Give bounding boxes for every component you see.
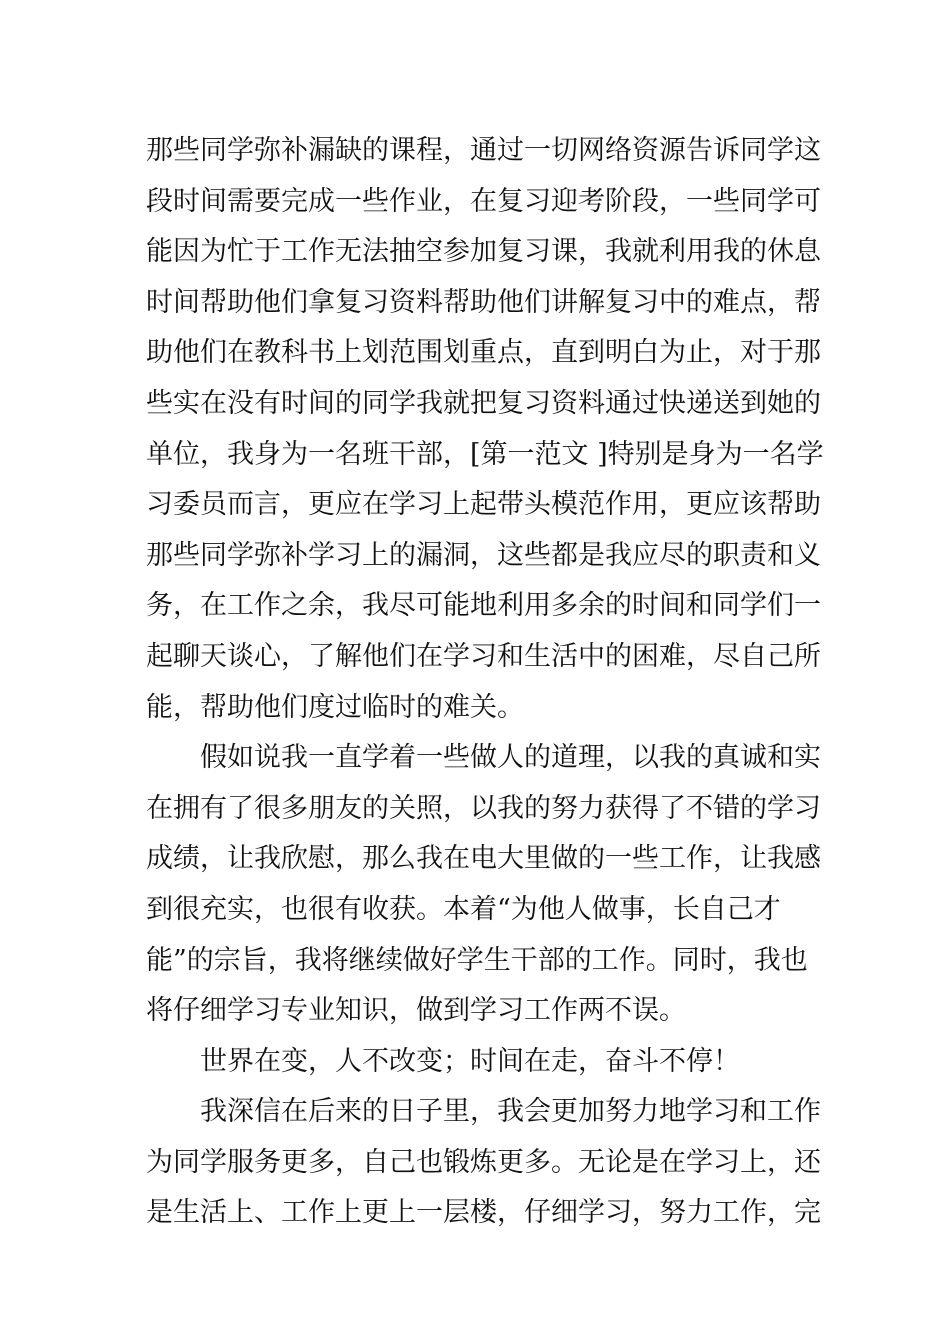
text-line: 些实在没有时间的同学我就把复习资料通过快递送到她的 — [146, 387, 821, 419]
text-line: 为同学服务更多，自己也锻炼更多。无论是在学习上，还 — [146, 1146, 821, 1178]
text-line: 那些同学弥补漏缺的课程，通过一切网络资源告诉同学这 — [146, 135, 821, 166]
text-line: 单位，我身为一名班干部，[第一范文 ]特别是身为一名学 — [146, 438, 824, 470]
text-line: 起聊天谈心，了解他们在学习和生活中的困难，尽自己所 — [146, 640, 821, 672]
text-line: 在拥有了很多朋友的关照，以我的努力获得了不错的学习 — [146, 792, 821, 824]
text-line: 将仔细学习专业知识，做到学习工作两不误。 — [146, 995, 686, 1027]
text-line: 能因为忙于工作无法抽空参加复习课，我就利用我的休息 — [146, 236, 821, 268]
text-line: 到很充实，也很有收获。本着“为他人做事，长自己才 — [146, 893, 781, 925]
text-line: 能”的宗旨，我将继续做好学生干部的工作。同时，我也 — [146, 944, 808, 976]
text-line: 段时间需要完成一些作业，在复习迎考阶段，一些同学可 — [146, 185, 821, 217]
text-line: 成绩，让我欣慰，那么我在电大里做的一些工作，让我感 — [146, 843, 821, 875]
text-line: 能，帮助他们度过临时的难关。 — [146, 691, 524, 723]
text-line: 时间帮助他们拿复习资料帮助他们讲解复习中的难点，帮 — [146, 286, 821, 318]
text-line: 那些同学弥补学习上的漏洞，这些都是我应尽的职责和义 — [146, 539, 821, 571]
paragraph-first-line: 假如说我一直学着一些做人的道理，以我的真诚和实 — [200, 742, 821, 774]
paragraph-first-line: 世界在变，人不改变；时间在走，奋斗不停！ — [200, 1045, 740, 1077]
text-line: 是生活上、工作上更上一层楼，仔细学习，努力工作，完 — [146, 1197, 821, 1229]
body-text — [146, 126, 826, 1239]
text-line: 务，在工作之余，我尽可能地利用多余的时间和同学们一 — [146, 590, 821, 622]
text-line: 习委员而言，更应在学习上起带头模范作用，更应该帮助 — [146, 489, 821, 521]
text-line: 助他们在教科书上划范围划重点，直到明白为止，对于那 — [146, 337, 821, 369]
paragraph-first-line: 我深信在后来的日子里，我会更加努力地学习和工作 — [200, 1096, 821, 1128]
